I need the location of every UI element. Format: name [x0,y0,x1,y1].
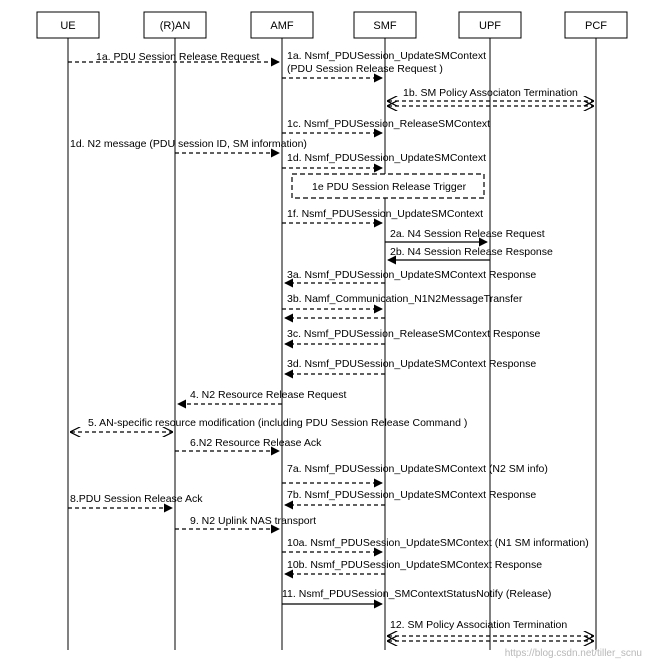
message-label: 11. Nsmf_PDUSession_SMContextStatusNotify (Release) [282,588,552,600]
message-4 [178,389,347,404]
entity-label: UE [60,20,76,32]
watermark: https://blog.csdn.net/tiller_scnu [504,648,642,659]
message-11 [282,588,551,604]
message-label: 1c. Nsmf_PDUSession_ReleaseSMContext [287,118,491,130]
entity-pcf [565,12,627,650]
message-label: 2b. N4 Session Release Response [390,246,553,258]
entity-label: (R)AN [159,20,191,32]
entity-label: AMF [270,20,294,32]
message-3d [285,358,536,374]
message-1d [70,138,307,153]
message-8-pdu [68,493,203,508]
entity-label: PCF [585,20,607,32]
entity-ue [37,12,99,650]
message-3c [285,328,540,344]
message-label: 1d. N2 message (PDU session ID, SM information) [70,138,307,150]
message-label: 1e PDU Session Release Trigger [312,181,467,193]
message-label: 1d. Nsmf_PDUSession_UpdateSMContext [287,152,487,164]
message-label: 7a. Nsmf_PDUSession_UpdateSMContext (N2 SM info) [287,463,548,475]
message-label: 10b. Nsmf_PDUSession_UpdateSMContext Response [287,559,543,571]
message-5 [71,417,467,432]
message-pdu [287,63,443,75]
message-label: 4. N2 Resource Release Request [190,389,347,401]
message-label: 1a. Nsmf_PDUSession_UpdateSMContext [287,50,487,62]
message-label: 9. N2 Uplink NAS transport [190,515,317,527]
message-label: 10a. Nsmf_PDUSession_UpdateSMContext (N1 SM information) [287,537,589,549]
message-1c [282,118,490,133]
entity-label: SMF [373,20,397,32]
message-label: 2a. N4 Session Release Request [390,228,545,240]
message-1f [282,208,483,223]
message-label: 6.N2 Resource Release Ack [190,437,322,449]
message-label: 5. AN-specific resource modification (including PDU Session Release Command ) [88,417,468,429]
message-2b [388,246,553,260]
message-1e [292,174,484,198]
message-10b [285,559,542,574]
message-label: 3c. Nsmf_PDUSession_ReleaseSMContext Response [287,328,541,340]
message-label: 3d. Nsmf_PDUSession_UpdateSMContext Response [287,358,537,370]
message-6-n2 [175,437,322,451]
message-7b [285,489,536,505]
message-3b [282,293,523,309]
message-label: 3a. Nsmf_PDUSession_UpdateSMContext Response [287,269,537,281]
message-label: 1a. PDU Session Release Request [96,51,260,63]
message-label: 8.PDU Session Release Ack [70,493,203,505]
message-label: 1b. SM Policy Associaton Termination [403,87,578,99]
message-label: 1f. Nsmf_PDUSession_UpdateSMContext [287,208,484,220]
entity-label: UPF [479,20,501,32]
message-7a [282,463,548,483]
message-3a [285,269,536,283]
message-label: 3b. Namf_Communication_N1N2MessageTransfer [287,293,523,305]
message-label: (PDU Session Release Request ) [287,63,443,75]
entity-r-an [144,12,206,650]
message-1a [68,51,279,63]
message-label: 12. SM Policy Association Termination [390,619,568,631]
message-9 [175,515,316,529]
message-label: 7b. Nsmf_PDUSession_UpdateSMContext Response [287,489,537,501]
message-2a [385,228,545,242]
message-1d [282,152,486,168]
message-10a [282,537,589,552]
